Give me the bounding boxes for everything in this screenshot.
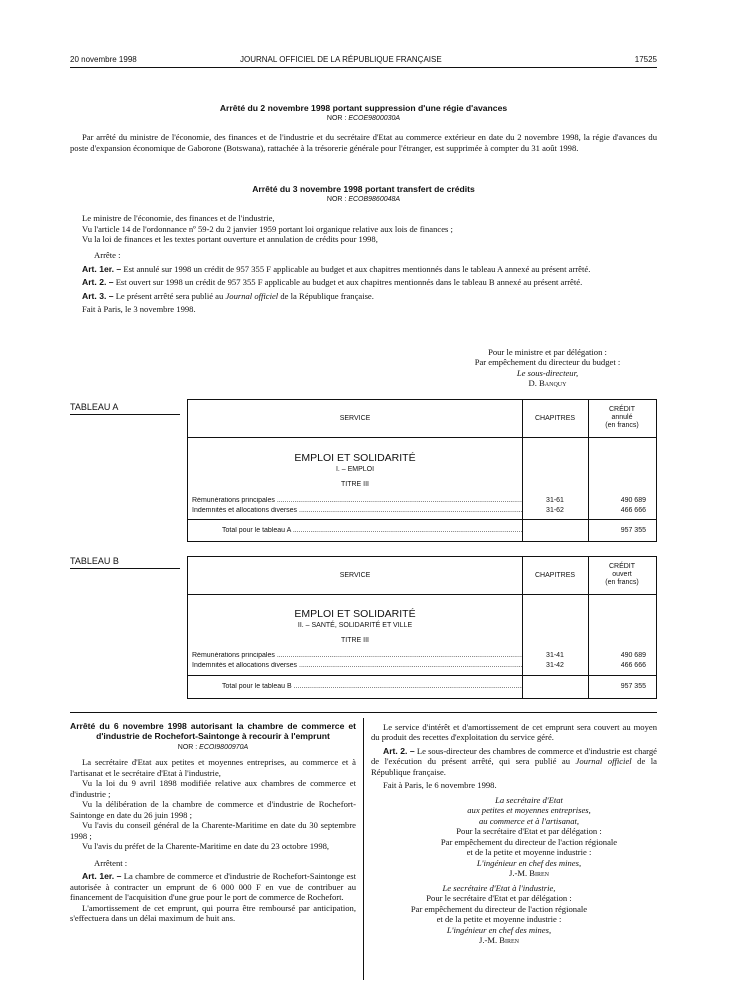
arrete-3-nor: NOR : ECOI9800970A bbox=[177, 743, 249, 751]
table-row-label: Indemnités et allocations diverses ..... bbox=[192, 662, 522, 671]
sig-italic: aux petites et moyennes entreprises, bbox=[467, 805, 591, 816]
total-label: Total pour le tableau A ..... bbox=[222, 527, 522, 536]
sig-name: J.-M. Biren bbox=[478, 935, 520, 946]
section-sub: I. – EMPLOI bbox=[335, 466, 375, 473]
running-header bbox=[70, 55, 657, 67]
tableau-b bbox=[187, 556, 657, 699]
sig-line: et de la petite et moyenne industrie : bbox=[466, 847, 592, 858]
sig-italic: au commerce et à l'artisanat, bbox=[478, 815, 580, 826]
arrete-3-amortissement: L'amortissement de cet emprunt, qui pourra être remboursé par anticipation, s'effectuera dans un délai maximum de huit ans. bbox=[70, 902, 356, 924]
arrete-3-visas bbox=[70, 757, 356, 851]
sig-line: Par empêchement du directeur de l'action régionale bbox=[440, 836, 618, 847]
tableau-a bbox=[187, 399, 657, 542]
arrete-2 bbox=[70, 184, 657, 315]
arrete-3-title: Arrêté du 6 novembre 1998 autorisant la chambre de commerce et d'industrie de Rochefort-Saintonge à recourir à l'emprunt bbox=[70, 721, 356, 741]
visa: Vu l'avis du préfet de la Charente-Maritime en date du 23 octobre 1998, bbox=[82, 841, 330, 852]
sig-line: Pour le ministre et par délégation : bbox=[488, 347, 607, 357]
arrete-2-art-2: Art. 2. – Est ouvert sur 1998 un crédit de 957 355 F applicable au budget et aux chapitres mentionnés dans le tableau B annexé au présent arrêté. bbox=[82, 277, 583, 288]
section-sub: II. – SANTÉ, SOLIDARITÉ ET VILLE bbox=[297, 622, 413, 629]
header-journal: JOURNAL OFFICIEL DE LA RÉPUBLIQUE FRANÇAISE bbox=[240, 55, 442, 64]
section-rule bbox=[70, 712, 657, 713]
header-date: 20 novembre 1998 bbox=[70, 55, 137, 64]
column-rule bbox=[363, 718, 364, 980]
arrete-3-arretent: Arrêtent : bbox=[94, 857, 128, 868]
table-row-chapitre: 31-61 bbox=[546, 497, 564, 504]
section-titre: TITRE III bbox=[341, 637, 369, 644]
arrete-2-arrete: Arrête : bbox=[94, 250, 121, 261]
sig-line: et de la petite et moyenne industrie : bbox=[436, 914, 562, 925]
arrete-2-art-3: Art. 3. – Le présent arrêté sera publié au Journal officiel de la République française. bbox=[82, 290, 374, 301]
total-amount: 957 355 bbox=[620, 527, 646, 534]
sig-line: Par empêchement du directeur du budget : bbox=[474, 357, 621, 368]
arrete-2-visas bbox=[70, 213, 657, 244]
sig-line: Pour le secrétaire d'Etat et par délégation : bbox=[426, 893, 572, 904]
table-row-chapitre: 31-42 bbox=[546, 662, 564, 669]
visa: Le ministre de l'économie, des finances et de l'industrie, bbox=[82, 213, 275, 224]
arrete-3-left-column bbox=[70, 722, 356, 924]
section-title: EMPLOI ET SOLIDARITÉ bbox=[294, 608, 416, 620]
table-row-amount: 490 689 bbox=[620, 652, 646, 659]
arrete-3-art-2: Art. 2. – Le sous-directeur des chambres de commerce et d'industrie est chargé de l'exécution du présent arrêté, qui sera publié au Journal officiel de la République française. bbox=[371, 745, 657, 777]
arrete-3-right-column bbox=[371, 722, 657, 946]
col-service: SERVICE bbox=[339, 415, 371, 422]
arrete-3-fait: Fait à Paris, le 6 novembre 1998. bbox=[383, 780, 497, 791]
col-credit: CRÉDIT ouvert (en francs) bbox=[605, 563, 639, 587]
section-title: EMPLOI ET SOLIDARITÉ bbox=[294, 452, 416, 464]
table-row-chapitre: 31-62 bbox=[546, 507, 564, 514]
tableau-b-label: TABLEAU B bbox=[70, 556, 180, 569]
col-chapitres: CHAPITRES bbox=[534, 415, 576, 422]
header-page-number: 17525 bbox=[634, 55, 657, 64]
table-row-amount: 466 666 bbox=[620, 662, 646, 669]
total-rule bbox=[188, 675, 656, 676]
table-row-amount: 490 689 bbox=[620, 497, 646, 504]
total-label: Total pour le tableau B ..... bbox=[222, 683, 522, 692]
signature-1 bbox=[371, 795, 657, 879]
arrete-2-title: Arrêté du 3 novembre 1998 portant transfert de crédits bbox=[252, 184, 475, 194]
table-row-label: Indemnités et allocations diverses ..... bbox=[192, 507, 522, 516]
col-service: SERVICE bbox=[339, 572, 371, 579]
arrete-2-nor: NOR : ECOB9860048A bbox=[326, 196, 401, 204]
arrete-2-signature bbox=[440, 347, 655, 389]
table-row-label: Rémunérations principales ..... bbox=[192, 497, 522, 506]
arrete-2-art-1: Art. 1er. – Est annulé sur 1998 un crédit de 957 355 F applicable au budget et aux chapitres mentionnés dans le tableau A annexé au présent arrêté. bbox=[82, 263, 591, 274]
section-titre: TITRE III bbox=[341, 481, 369, 488]
visa: Vu la délibération de la chambre de commerce et d'industrie de Rochefort-Saintonge en date du 26 juin 1998 ; bbox=[70, 799, 356, 820]
arrete-1-title: Arrêté du 2 novembre 1998 portant suppression d'une régie d'avances bbox=[219, 103, 508, 113]
sig-name: J.-M. Biren bbox=[508, 868, 550, 879]
visa: Vu l'article 14 de l'ordonnance nº 59-2 du 2 janvier 1959 portant loi organique relative aux lois de finances ; bbox=[82, 223, 453, 234]
total-amount: 957 355 bbox=[620, 683, 646, 690]
col-chapitres: CHAPITRES bbox=[534, 572, 576, 579]
header-rule bbox=[70, 67, 657, 68]
sig-title: L'ingénieur en chef des mines, bbox=[476, 857, 582, 868]
sig-name: D. Banquy bbox=[528, 378, 567, 389]
visa: Vu la loi du 9 avril 1898 modifiée relative aux chambres de commerce et d'industrie ; bbox=[70, 778, 356, 799]
sig-line: Pour la secrétaire d'Etat et par délégation : bbox=[456, 826, 602, 837]
table-row-label: Rémunérations principales ..... bbox=[192, 652, 522, 661]
col-credit: CRÉDIT annulé (en francs) bbox=[605, 406, 639, 430]
arrete-3-service: Le service d'intérêt et d'amortissement de cet emprunt sera couvert au moyen du produit des recettes d'exploitation du service géré. bbox=[371, 722, 657, 743]
signature-2 bbox=[371, 883, 657, 946]
visa: Vu l'avis du conseil général de la Charente-Maritime en date du 30 septembre 1998 ; bbox=[70, 820, 356, 841]
table-row-amount: 466 666 bbox=[620, 507, 646, 514]
sig-italic: Le secrétaire d'Etat à l'industrie, bbox=[442, 882, 556, 893]
tableau-a-label: TABLEAU A bbox=[70, 402, 180, 415]
arrete-1 bbox=[70, 103, 657, 153]
arrete-3-art-1: Art. 1er. – La chambre de commerce et d'industrie de Rochefort-Saintonge est autorisée à contracter un emprunt de 6 000 000 F en vue de contribuer au financement de l'acquisition d'une grue pour le port de commerce de Rochefort. bbox=[70, 871, 357, 903]
visa: La secrétaire d'Etat aux petites et moyennes entreprises, au commerce et à l'artisanat et le secrétaire d'Etat à l'industrie, bbox=[70, 757, 356, 778]
sig-italic: La secrétaire d'Etat bbox=[495, 794, 563, 805]
sig-line: Par empêchement du directeur de l'action régionale bbox=[410, 903, 588, 914]
arrete-2-fait: Fait à Paris, le 3 novembre 1998. bbox=[82, 304, 196, 315]
sig-title: L'ingénieur en chef des mines, bbox=[446, 924, 552, 935]
arrete-1-body: Par arrêté du ministre de l'économie, des finances et de l'industrie et du secrétaire d'Etat au commerce extérieur en date du 2 novembre 1998, la régie d'avances du poste d'expansion économique de Gaborone (Botswana), rattachée à la trésorerie générale pour l'étranger, est supprimée à compter du 31 août 1998. bbox=[70, 132, 657, 153]
arrete-1-nor: NOR : ECOE9800030A bbox=[326, 115, 401, 123]
sig-title: Le sous-directeur, bbox=[516, 367, 579, 378]
table-row-chapitre: 31-41 bbox=[546, 652, 564, 659]
visa: Vu la loi de finances et les textes portant ouverture et annulation de crédits pour 1998, bbox=[82, 233, 378, 244]
total-rule bbox=[188, 519, 656, 520]
